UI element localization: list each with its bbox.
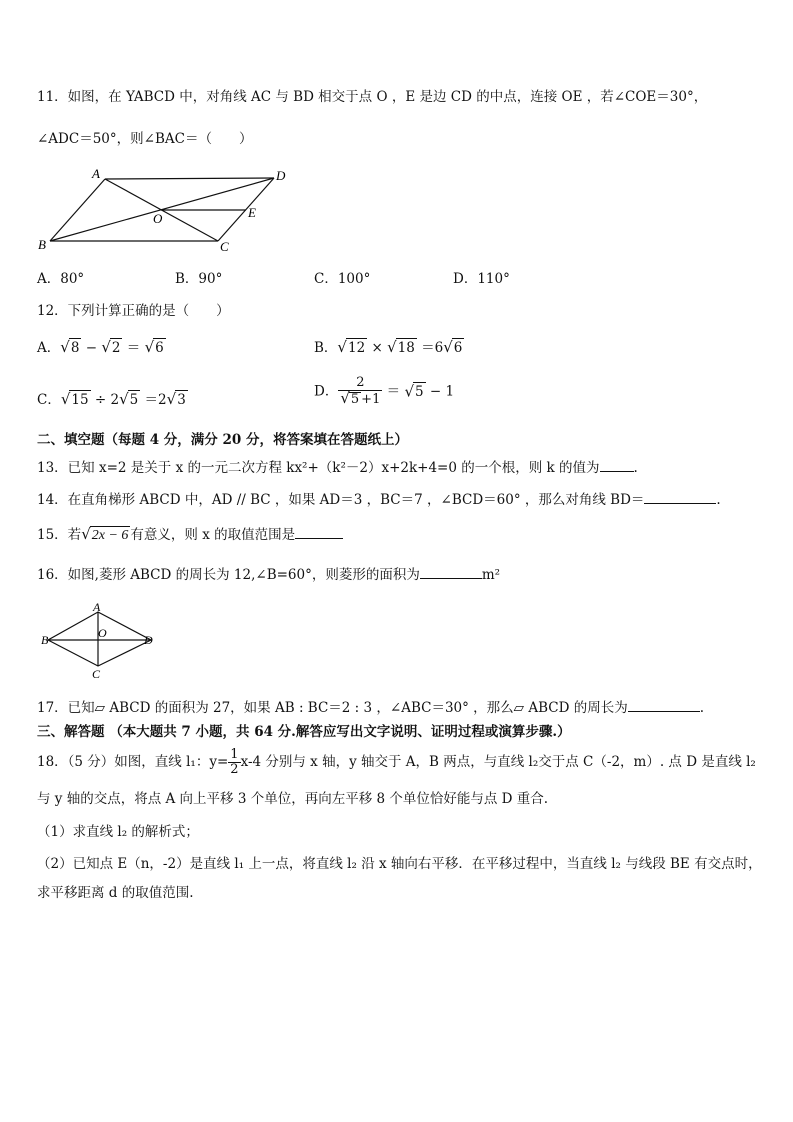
q12-b-eq: ＝6	[416, 340, 444, 356]
sqrt-sign: √	[337, 338, 347, 356]
q11-option-c: C．100°	[314, 271, 371, 287]
q16-text: 16．如图,菱形 ABCD 的周长为 12,∠B=60°，则菱形的面积为	[37, 567, 420, 583]
q17-text: 17．已知▱ ABCD 的面积为 27，如果 AB : BC＝2 : 3 ，∠ABC＝30° ，那么▱ ABCD 的周长为	[37, 700, 628, 716]
q18-line2: 与 y 轴的交点，将点 A 向上平移 3 个单位，再向左平移 8 个单位恰好能与点 D 重合.	[37, 791, 549, 807]
q11-line2: ∠ADC＝50°，则∠BAC＝（ ）	[37, 131, 253, 147]
q12-option-c	[37, 390, 188, 409]
q12-option-b-letter: B．	[314, 340, 338, 356]
sqrt-sign: √	[60, 390, 71, 408]
q13: 13．已知 x=2 是关于 x 的一元二次方程 kx²+（k²－2）x+2k+4=0 的一个根，则 k 的值为 .	[37, 457, 638, 477]
q16	[37, 564, 500, 584]
q18-part2-line2: 求平移距离 d 的取值范围.	[37, 885, 194, 901]
q12-a-eq: ＝	[122, 340, 145, 356]
q12-b-rad2: 18	[397, 340, 415, 356]
q16-answer-blank[interactable]	[420, 564, 482, 579]
q16-unit: m²	[481, 567, 501, 583]
q16-rhombus-figure	[36, 600, 166, 680]
q12-a-minus: −	[81, 340, 102, 356]
q18-fraction-den: 2	[230, 762, 239, 777]
q14-answer-blank[interactable]	[644, 489, 716, 504]
q12-d-den-tail: +1	[361, 392, 381, 407]
sqrt-sign: √	[443, 338, 453, 356]
q11-option-d: D．110°	[453, 271, 510, 287]
q11-option-a: A．80°	[37, 271, 85, 287]
q12-c-rad3: 3	[177, 392, 186, 408]
q12-b-times: ×	[367, 340, 388, 356]
q12-a-rad2: 2	[111, 340, 121, 356]
sqrt-sign: √	[60, 338, 70, 356]
sqrt-sign: √	[119, 390, 129, 408]
q15-answer-blank[interactable]	[295, 524, 343, 539]
q12-option-b	[314, 338, 464, 357]
q11-label-e: E	[248, 205, 256, 220]
q17-answer-blank[interactable]	[628, 697, 700, 712]
q18-part1: （1）求直线 l₂ 的解析式；	[37, 824, 199, 840]
q12-c-eq: ＝2	[140, 392, 167, 408]
q11-label-b: B	[38, 237, 46, 252]
q16-label-b: B	[41, 633, 49, 647]
q12-stem: 12．下列计算正确的是（ ）	[37, 303, 230, 319]
section2-heading: 二、填空题（每题 4 分，满分 20 分，将答案填在答题纸上）	[37, 432, 408, 448]
q12-option-d	[314, 376, 454, 407]
q18-line1-prefix: 18．（5 分）如图，直线 l₁：y=	[37, 754, 229, 770]
q15-suffix: 有意义，则 x 的取值范围是	[130, 527, 296, 543]
sqrt-sign: √	[166, 390, 177, 408]
q17: 17．已知▱ ABCD 的面积为 27，如果 AB : BC＝2 : 3 ，∠ABC＝30° ，那么▱ ABCD 的周长为 .	[37, 697, 704, 717]
q18-fraction	[228, 748, 240, 777]
sqrt-sign: √	[81, 525, 91, 543]
q16-label-c: C	[92, 667, 101, 680]
q16-label-o: O	[98, 626, 107, 640]
q18-fraction-num: 1	[230, 747, 239, 762]
q16-label-a: A	[93, 600, 101, 614]
q11-label-d: D	[276, 168, 286, 183]
q18-line1	[37, 748, 756, 777]
q12-c-rad2: 5	[129, 392, 139, 408]
q12-d-numerator: 2	[338, 376, 382, 391]
q11-option-b: B．90°	[175, 271, 223, 287]
q12-d-fraction	[338, 376, 382, 407]
q15	[37, 524, 343, 545]
q12-d-rad: 5	[415, 384, 424, 400]
section3-heading: 三、解答题 （本大题共 7 小题，共 64 分.解答应写出文字说明、证明过程或演算步骤.）	[37, 724, 571, 740]
q12-option-a	[37, 338, 166, 357]
q11-label-c: C	[220, 239, 229, 254]
q12-option-a-letter: A．	[37, 340, 61, 356]
sqrt-sign: √	[144, 338, 155, 356]
q16-label-d: D	[144, 633, 153, 647]
q15-prefix: 15．若	[37, 527, 82, 543]
q13-text: 13．已知 x=2 是关于 x 的一元二次方程 kx²+（k²－2）x+2k+4=0 的一个根，则 k 的值为	[37, 460, 600, 476]
q15-radicand: 2x − 6	[91, 528, 129, 543]
sqrt-sign: √	[404, 382, 414, 401]
q18-part2-line1: （2）已知点 E（n，-2）是直线 l₁ 上一点，将直线 l₂ 沿 x 轴向右平移．在平移过程中，当直线 l₂ 与线段 BE 有交点时，	[37, 856, 762, 872]
q12-b-rad1: 12	[347, 340, 366, 356]
q12-option-c-letter: C．	[37, 392, 61, 408]
q14: 14．在直角梯形 ABCD 中，AD // BC ，如果 AD＝3 ，BC＝7 ，∠BCD＝60° ，那么对角线 BD＝ .	[37, 489, 721, 509]
q12-d-tail: − 1	[425, 383, 455, 400]
sqrt-sign: √	[340, 389, 350, 407]
sqrt-sign: √	[101, 338, 111, 356]
q12-d-eq: ＝	[382, 383, 405, 400]
q12-b-rad3: 6	[453, 340, 463, 356]
q12-option-d-letter: D．	[314, 383, 339, 400]
q12-d-den-rad: 5	[350, 392, 360, 407]
q12-d-denominator	[338, 391, 382, 407]
q12-c-div: ÷ 2	[90, 392, 120, 408]
q13-answer-blank[interactable]	[600, 457, 634, 472]
q11-parallelogram-figure	[30, 162, 300, 257]
q18-line1-suffix: x-4 分别与 x 轴，y 轴交于 A，B 两点，与直线 l₂交于点 C（-2，m）. 点 D 是直线 l₂	[240, 754, 756, 770]
sqrt-sign: √	[387, 338, 397, 356]
q12-a-rad1: 8	[70, 340, 80, 356]
q11-label-a: A	[92, 166, 100, 181]
q12-c-rad1: 15	[71, 392, 89, 408]
q12-a-rad3: 6	[155, 340, 164, 356]
q11-label-o: O	[153, 211, 163, 226]
q14-text: 14．在直角梯形 ABCD 中，AD // BC ，如果 AD＝3 ，BC＝7 ，∠BCD＝60° ，那么对角线 BD＝	[37, 492, 645, 508]
q11-line1: 11．如图，在 YABCD 中，对角线 AC 与 BD 相交于点 O ，E 是边 CD 的中点，连接 OE ，若∠COE＝30°，	[37, 89, 708, 105]
